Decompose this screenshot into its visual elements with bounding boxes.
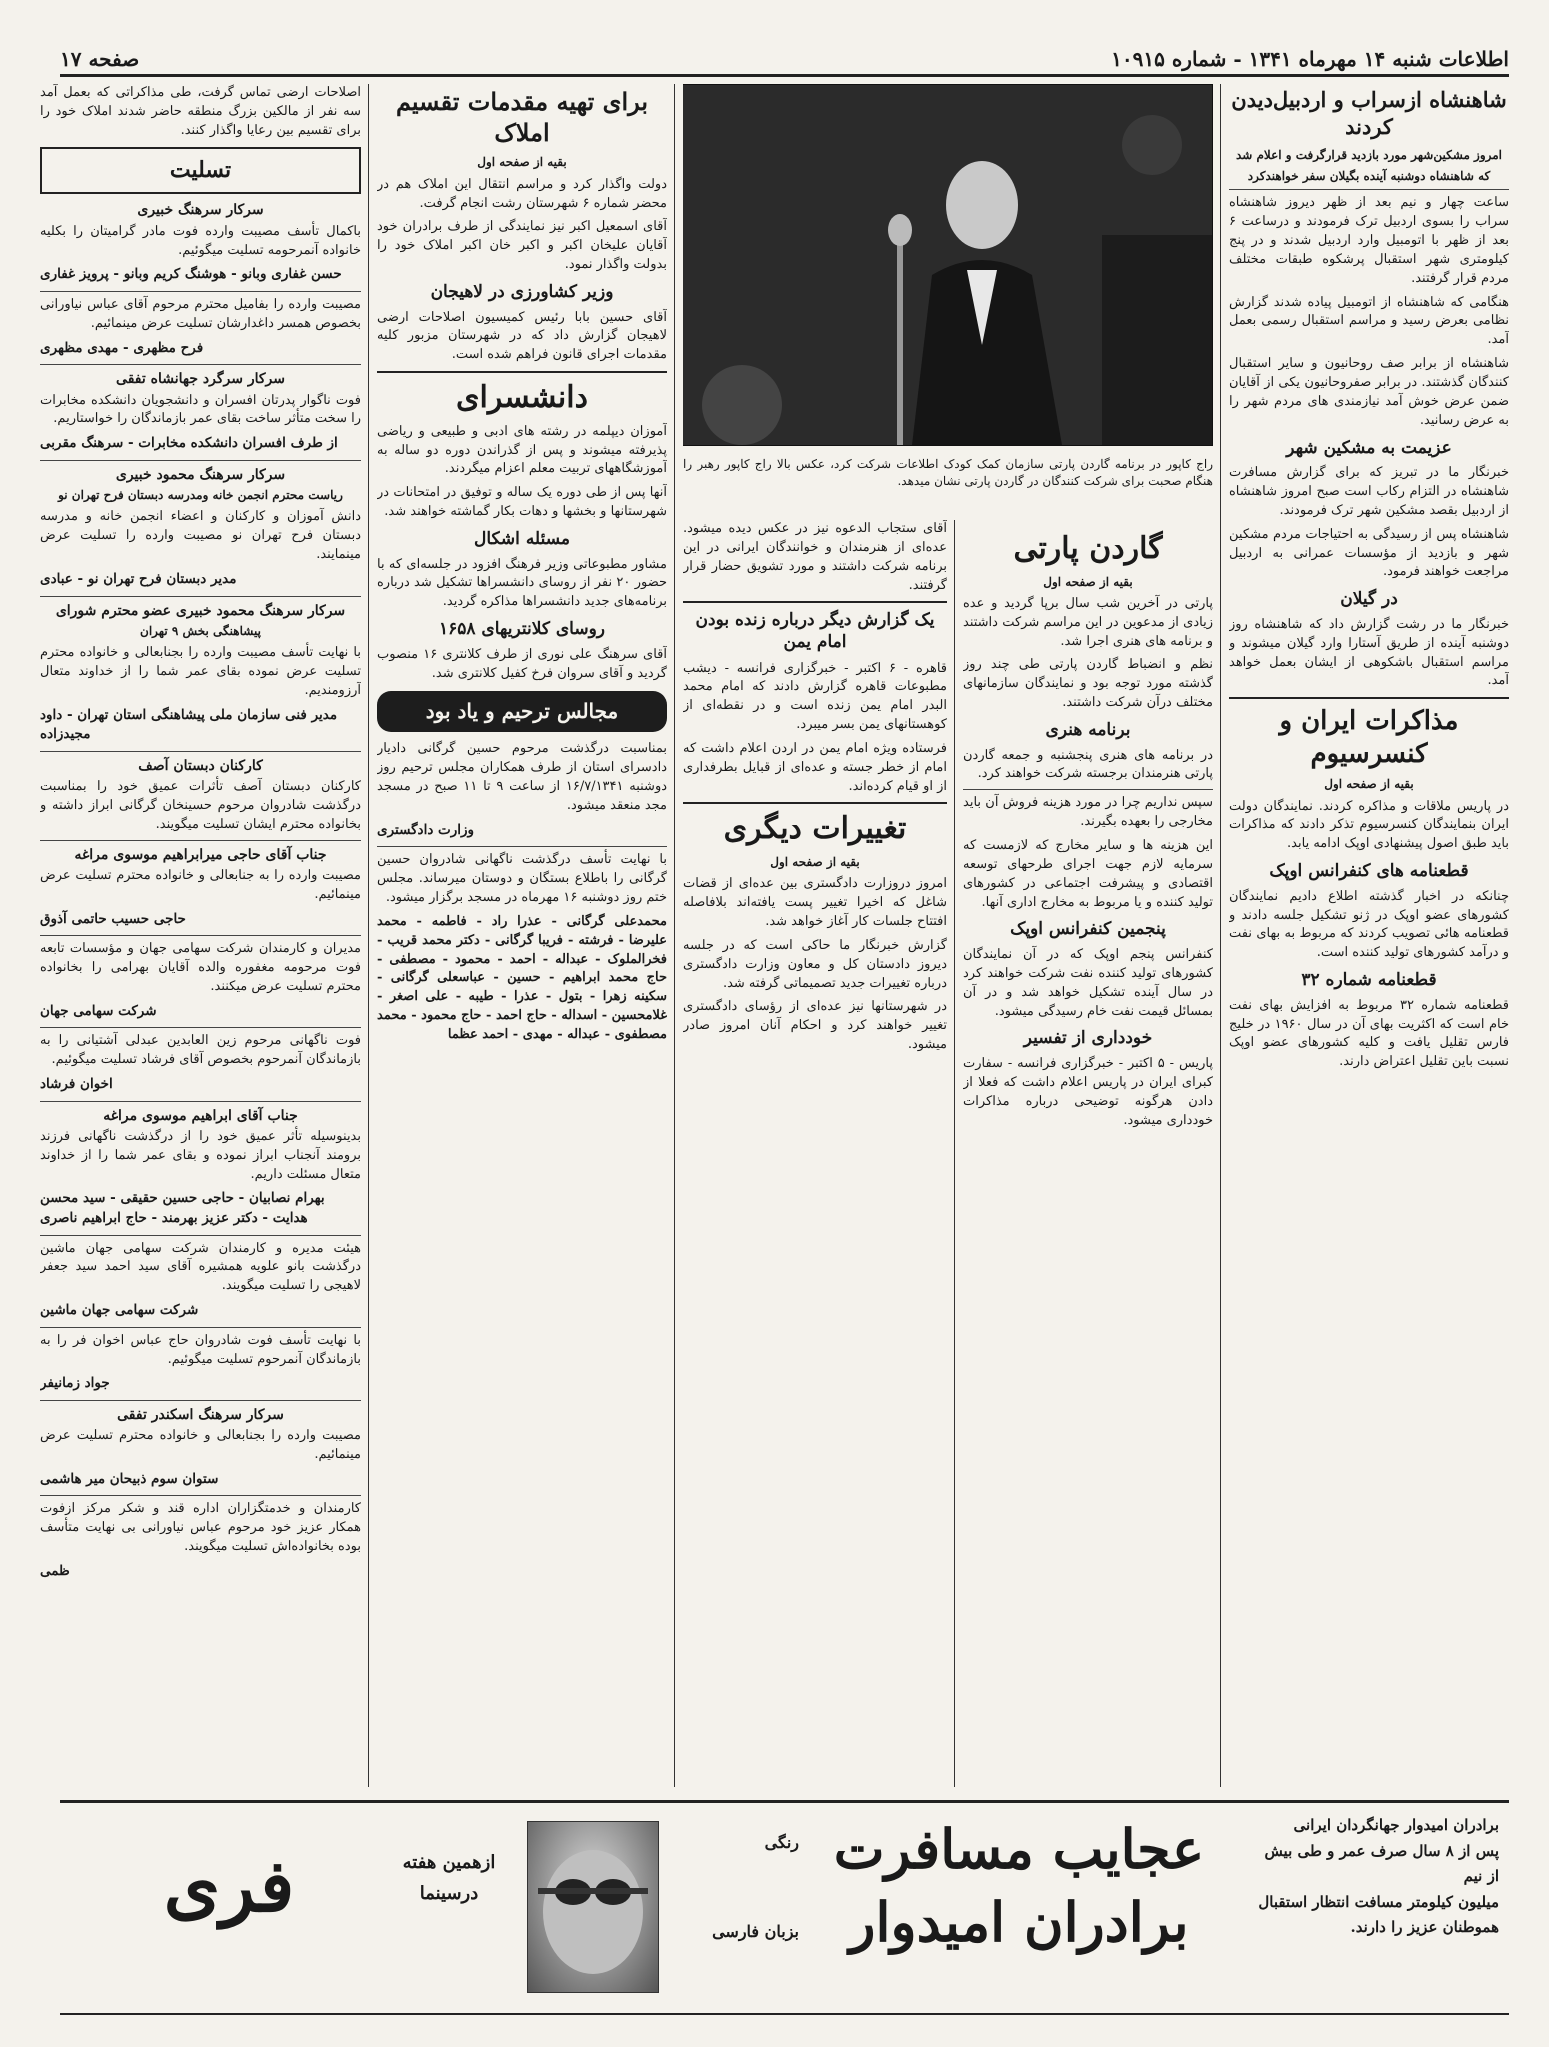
article-paragraph: قاهره - ۶ اکتبر - خبرگزاری فرانسه - دیشب مطبوعات قاهره گزارش دادند که امام محمد البدر امام یمن زنده است و در نقطه‌ای از کوهستانهای یمن بسر میبرد. [683, 660, 947, 733]
ad-line: پس از ۸ سال صرف عمر و طی بیش از نیم [1264, 1841, 1499, 1885]
section-heading: در گیلان [1340, 589, 1398, 610]
headline-yemen-imam: یک گزارش دیگر درباره زنده بودن امام یمن [695, 610, 935, 653]
ad-tagline [1249, 1813, 1499, 2003]
condolence-text: مصیبت وارده را بجنابعالی و خانواده محترم تسلیت عرض مینمائیم. [40, 1428, 361, 1463]
condolence-recipient: کارکنان دبستان آصف [138, 757, 263, 774]
article-paragraph: پارتی در آخرین شب سال برپا گردید و عده زیادی از مدعوین در این مراسم شرکت داشتند و برنامه های هنری اجرا شد. [963, 595, 1213, 649]
condolence-text: کارکنان دبستان آصف تأثرات عمیق خود را بمناسبت درگذشت شادروان مرحوم حسینخان گرگانی ابراز داشته و بخانواده محترم ایشان تسلیت میگویند. [40, 779, 361, 832]
article-paragraph: آنها پس از طی دوره یک ساله و توفیق در امتحانات در شهرستانها و بخشها و دهات بکار گماشته خواهند شد. [377, 485, 667, 520]
ad-title-block [809, 1813, 1229, 2003]
article-paragraph: قطعنامه شماره ۳۲ مربوط به افزایش بهای نفت خام است که اکثریت بهای آن در سال ۱۹۶۰ در خلیج فارس تقلیل یافت و کلیه کشورهای عضو اوپک نسبت باین تقلیل اعتراض دارند. [1229, 997, 1509, 1070]
condolence-signature: مدیر فنی سازمان ملی پیشاهنگی استان تهران - داود مجیدزاده [40, 706, 338, 743]
condolence-signature: بهرام نصابیان - حاجی حسین حقیقی - سید محسن هدایت - دکتر عزیز بهرمند - حاج ابراهیم ناصری [40, 1190, 325, 1226]
continued-note: بقیه از صفحه اول [1324, 777, 1414, 792]
section-heading: پنجمین کنفرانس اوپک [1010, 919, 1166, 940]
condolence-signature: جواد زمانیفر [40, 1375, 110, 1392]
headline-shah-visit: شاهنشاه ازسراب و اردبیل‌دیدن کردند [1231, 87, 1507, 140]
article-paragraph: آقای اسمعیل اکبر نیز نمایندگی از طرف برادران خود آقایان علیخان اکبر و اکبر خان اکبر املاک خود را بدولت واگذار نمود. [377, 219, 667, 273]
article-paragraph: کنفرانس پنجم اوپک که در آن نمایندگان کشورهای تولید کننده نفت شرکت خواهند کرد در سال آینده تشکیل خواهد شد و در آن بمسائل قیمت نفت خام رسیدگی میشود. [963, 946, 1213, 1019]
section-heading: خودداری از تفسیر [1023, 1028, 1153, 1049]
article-paragraph: اصلاحات ارضی تماس گرفت، طی مذاکراتی که بعمل آمد سه نفر از مالکین بزرگ منطقه حاضر شدند املاک خود را برای تقسیم بین رعایا واگذار کنند. [40, 85, 361, 138]
mourners-list: محمدعلی گرگانی - عذرا راد - فاطمه - محمد علیرضا - فرشته - فریبا گرگانی - دکتر محمد قریب - فخرالملوک - عبداله - احمد - محمود - مصطفی - حاج محمد ابراهیم - حسین - عباسعلی گرگانی - سکینه زهرا - بتول - عذرا - طیبه - علی اصغر - غلامحسین - اسداله - حاج احمد - حاج محمود - محمد مصطفوی - عبداله - مهدی - احمد عظما [377, 913, 667, 1042]
column-3-text [683, 520, 947, 1787]
article-paragraph: شاهنشاه پس از رسیدگی به احتیاجات مردم مشکین شهر و بازدید از مؤسسات عمرانی به اردبیل مراجعت خواهند فرمود. [1229, 526, 1509, 580]
condolence-text: هیئت مدیره و کارمندان شرکت سهامی جهان ماشین درگذشت بانو علویه همشیره آقای سید احمد سید جعفر لاهیجی را تسلیت میگویند. [40, 1240, 361, 1294]
condolence-signature: فرح مظهری - مهدی مظهری [40, 339, 204, 356]
ad-title: برادران امیدوار [849, 1889, 1189, 1954]
condolence-text: دانش آموزان و کارکنان و اعضاء انجمن خانه و مدرسه دبستان فرح تهران نو مصیبت وارده را تسلیت عرض مینمایند. [40, 509, 361, 563]
condolence-subtitle: ریاست محترم انجمن خانه ومدرسه دبستان فرح تهران نو [58, 488, 343, 503]
condolence-recipient: سرکار سرهنگ خبیری [137, 202, 264, 219]
column-5-condolences [40, 84, 361, 1787]
continued-note: بقیه از صفحه اول [1043, 574, 1133, 589]
condolence-recipient: جناب آقای ابراهیم موسوی مراغه [103, 1107, 298, 1124]
photo-illustration [683, 85, 1212, 445]
section-heading: مسئله اشکال [474, 528, 570, 549]
article-paragraph: پاریس - ۵ اکتبر - خبرگزاری فرانسه - سفارت کبرای ایران در پاریس اعلام داشت که فعلا از دادن هرگونه توضیحی درباره مذاکرات خودداری میشود. [963, 1056, 1213, 1128]
article-paragraph: در شهرستانها نیز عده‌ای از رؤسای دادگستری تغییر خواهند کرد و احکام آنان امروز صادر میشود. [683, 999, 947, 1053]
section-heading: برنامه هنری [1045, 719, 1131, 740]
condolence-signature: اخوان فرشاد [40, 1076, 113, 1093]
condolence-signature: حسن غفاری وبانو - هوشنگ کریم وبانو - پرویز غفاری [40, 266, 342, 283]
condolence-signature: ستوان سوم ذبیحان میر هاشمی [40, 1470, 219, 1487]
article-paragraph: در پاریس ملاقات و مذاکره کردند. نمایندگان دولت ایران بنمایندگان کنسرسیوم تذکر دادند که مذاکرات باید طبق اصول پیشنهادی اوپک ادامه یابد. [1229, 798, 1509, 852]
headline-other-changes: تغییرات دیگری [723, 811, 907, 847]
article-paragraph: مشاور مطبوعاتی وزیر فرهنگ افزود در جلسه‌ای که با حضور ۲۰ نفر از روسای دانشسراها تشکیل شد درباره برنامه‌های جدید دانشسراها مذاکره گردید. [377, 556, 667, 610]
goggles-icon [528, 1822, 658, 1992]
ad-cinema-label: درسینما [419, 1882, 479, 1904]
condolence-signature: حاجی حسیب حاتمی آذوق [40, 910, 186, 927]
photo-caption: راج کاپور در برنامه گاردن پارتی سازمان کمک کودک اطلاعات شرکت کرد، عکس بالا راج کاپور رهبر را هنگام صحبت برای شرکت کنندگان در گاردن پارتی نشان میدهد. [683, 457, 1213, 488]
article-paragraph: سپس نداریم چرا در مورد هزینه فروش آن باید مخارجی را بعهده بگیرند. [963, 795, 1213, 830]
ad-cinema-block [79, 1813, 379, 2003]
ad-line: میلیون کیلومتر مسافت انتظار استقبال [1258, 1892, 1499, 1911]
condolence-subtitle: پیشاهنگی بخش ۹ تهران [140, 623, 261, 638]
article-paragraph: خبرنگار ما در تبریز که برای گزارش مسافرت شاهنشاه در التزام رکاب است صبح امروز شاهنشاه از اردبیل بقصد مشکین شهر ترک فرمودند. [1229, 465, 1509, 518]
issue-info: اطلاعات شنبه ۱۴ مهرماه ۱۳۴۱ - شماره ۱۰۹۱۵ [1111, 47, 1509, 71]
ad-week: ازهمین هفته [402, 1852, 496, 1873]
condolence-text: مصیبت وارده را به جنابعالی و خانواده محترم تسلیت عرض مینمائیم. [40, 868, 361, 902]
condolence-recipient: سرکار سرگرد جهانشاه تفقی [116, 371, 285, 388]
condolence-text: باکمال تأسف مصیبت وارده فوت مادر گرامیتان را بکلیه خانواده آنمرحومه تسلیت میگوئیم. [40, 223, 361, 258]
continued-note: بقیه از صفحه اول [770, 854, 860, 869]
ad-showtime [389, 1813, 509, 2003]
article-paragraph: نظم و انضباط گاردن پارتی طی چند روز گذشته مورد توجه بود و نمایندگان سازمانهای مختلف درآن شرکت داشتند. [963, 657, 1213, 711]
masthead [60, 44, 1509, 77]
notice-signature: وزارت دادگستری [377, 821, 475, 838]
article-paragraph: دولت واگذار کرد و مراسم انتقال این املاک هم در محضر شماره ۶ شهرستان رشت انجام گرفت. [377, 176, 667, 211]
page-number: صفحه ۱۷ [60, 47, 140, 71]
condolence-recipient: سرکار سرهنگ اسکندر تفقی [117, 1406, 284, 1423]
ad-details [679, 1813, 799, 2003]
article-paragraph: آقای حسین بابا رئیس کمیسیون اصلاحات ارضی لاهیجان گزارش داد که در شهرستان مزبور کلیه مقدمات اجرای قانون فراهم شده است. [377, 309, 667, 363]
article-paragraph: ساعت چهار و نیم بعد از ظهر دیروز شاهنشاه سراب را بسوی اردبیل ترک فرمودند و درساعت ۶ بعد از ظهر با اتومبیل وارد اردبیل شدند و در پنج کیلومتری شهر استقبال پرشکوه طبقات مختلف مردم قرار گرفتند. [1229, 195, 1509, 286]
article-paragraph: گزارش خبرنگار ما حاکی است که در جلسه دیروز دادستان کل و معاون وزارت دادگستری درباره تغییرات جدید تصمیماتی گرفته شد. [683, 937, 947, 991]
article-paragraph: هنگامی که شاهنشاه از اتومبیل پیاده شدند گزارش نظامی بعرض رسید و مراسم استقبال رسمی بعمل آمد. [1229, 294, 1509, 348]
article-paragraph: امروز دروزارت دادگستری بین عده‌ای از قضات شاغل که اخیرا تغییر پست یافته‌اند بلافاصله افتتاح جلسات کار آغاز خواهد شد. [683, 876, 947, 930]
condolence-recipient: سرکار سرهنگ محمود خبیری [115, 466, 286, 483]
subhead: که شاهنشاه دوشنبه آینده بگیلان سفر خواهندکرد [1247, 168, 1491, 183]
section-heading: قطعنامه های کنفرانس اوپک [1269, 861, 1469, 882]
headline-garden-party: گاردن پارتی [1013, 531, 1163, 566]
condolence-recipient: سرکار سرهنگ محمود خبیری عضو محترم شورای [55, 602, 346, 619]
article-paragraph: فرستاده ویژه امام یمن در اردن اعلام داشت که امام از خطر جسته و عده‌ای از قبایل بطرفداری از او قیام کرده‌اند. [683, 740, 947, 794]
ad-title: عجایب مسافرت [833, 1817, 1205, 1881]
article-paragraph: چنانکه در اخبار گذشته اطلاع دادیم نمایندگان کشورهای عضو اوپک در ژنو تشکیل جلسه دادند و قطعنامه هائی تصویب کردند که مربوط به بهای نفت و درآمد کشورهای تولید کننده است. [1229, 888, 1509, 961]
section-heading: قطعنامه شماره ۳۲ [1301, 970, 1437, 991]
condolence-text: مدیران و کارمندان شرکت سهامی جهان و مؤسسات تابعه فوت مرحومه مغفوره والده آقایان بهرامی را بخانواده محترم تسلیت عرض میکنند. [40, 941, 361, 994]
section-heading: عزیمت به مشکین شهر [1286, 437, 1452, 458]
ad-language-note: بزبان فارسی [712, 1922, 799, 1941]
headline-land-division: برای تهیه مقدمات تقسیم املاک [395, 87, 649, 148]
condolence-text: با نهایت تأسف فوت شادروان حاج عباس اخوان فر را به بازماندگان آنمرحوم تسلیت میگوئیم. [40, 1332, 361, 1367]
article-paragraph: آقای سرهنگ علی نوری از طرف کلانتری ۱۶ منصوب گردید و آقای سروان فرخ کفیل کلانتری شد. [377, 646, 667, 681]
condolence-text: فوت ناگوار پدرتان افسران و دانشجویان دانشکده مخابرات را سخت متأثر ساخت بقای عمر بازماندگان را خواستاریم. [40, 392, 361, 427]
condolence-signature: شرکت سهامی جهان [40, 1002, 157, 1019]
article-paragraph: در برنامه های هنری پنجشنبه و جمعه گاردن پارتی هنرمندان برجسته شرکت خواهند کرد. [963, 747, 1213, 782]
condolence-signature: ظمی [40, 1562, 70, 1579]
article-paragraph: خبرنگار ما در رشت گزارش داد که شاهنشاه روز دوشنبه آینده از طریق آستارا وارد گیلان میشوند و مراسم استقبال باشکوهی از ایشان بعمل خواهد آمد. [1229, 616, 1509, 689]
memorial-notice: بمناسبت درگذشت مرحوم حسین گرگانی دادیار دادسرای استان از طرف همکاران مجلس ترحیم روز دوشنبه ۱۶/۷/۱۳۴۱ از ساعت ۹ تا ۱۱ صبح در مسجد مجد منعقد میشود. [377, 741, 667, 813]
condolence-signature: از طرف افسران دانشکده مخابرات - سرهنگ مقربی [40, 435, 338, 452]
memorial-notice: با نهایت تأسف درگذشت ناگهانی شادروان حسین گرگانی را باطلاع بستگان و دوستان میرساند. مجلس ختم روز دوشنبه ۱۶ مهرماه در مسجد برگزار میشود. [377, 852, 667, 905]
condolence-text: با نهایت تأسف مصیبت وارده را بجنابعالی و خانواده محترم تسلیت عرض نموده بقای عمر شما را از خداوند متعال آرزومندیم. [40, 645, 361, 698]
article-paragraph: شاهنشاه از برابر صف روحانیون و سایر استقبال کنندگان گذشتند. در برابر صفروحانیون یکی از آقایان ضمن عرض خوش آمد نیازمندی های مردم شهر را به عرض رسانید. [1229, 356, 1509, 428]
condolence-text: مصیبت وارده را بفامیل محترم مرحوم آقای عباس نیاورانی بخصوص همسر داغدارشان تسلیت عرض مینمائیم. [40, 296, 361, 331]
ad-photo-goggles [527, 1821, 659, 1993]
condolence-recipient: جناب آقای حاجی میرابراهیم موسوی مراغه [74, 846, 327, 863]
article-paragraph: آقای ستجاب الدعوه نیز در عکس دیده میشود. عده‌ای از هنرمندان و خوانندگان ایرانی در این برنامه شرکت داشتند و مورد تشویق حضار قرار گرفتند. [683, 521, 947, 593]
ad-line: برادران امیدوار جهانگردان ایرانی [1293, 1816, 1499, 1834]
column-1 [1229, 84, 1509, 1787]
section-heading: روسای کلانتریهای ۱۶۵۸ [438, 619, 606, 640]
subhead: امروز مشکین‌شهر مورد بازدید قرارگرفت و اعلام شد [1235, 147, 1503, 162]
ad-color-note: رنگی [764, 1833, 799, 1852]
condolence-signature: مدیر دبستان فرح تهران نو - عبادی [40, 570, 237, 587]
headline-iran-consortium: مذاکرات ایران و کنسرسیوم [1279, 706, 1459, 769]
condolence-text: کارمندان و خدمتگزاران اداره قند و شکر مرکز ازفوت همکار عزیز خود مرحوم عباس نیاورانی بی نهایت متأسف بوده بخانواده‌اش تسلیت میگویند. [40, 1501, 361, 1555]
headline-teachers-college: دانشسرای [456, 380, 588, 416]
cinema-name: فری [163, 1843, 295, 1928]
condolences-title: تسلیت [40, 147, 361, 195]
condolence-signature: شرکت سهامی جهان ماشین [40, 1302, 199, 1319]
photo-raj-kapoor [683, 84, 1213, 446]
ad-line: هموطنان عزیز را دارند. [1350, 1918, 1499, 1936]
memorial-banner: مجالس ترحیم و یاد بود [377, 691, 667, 732]
condolence-text: بدینوسیله تأثر عمیق خود را از درگذشت ناگهانی فرزند برومند آنجناب ابراز نموده و بقای عمر شما را از خداوند متعال مسئلت داریم. [40, 1128, 361, 1182]
continued-note: بقیه از صفحه اول [477, 155, 567, 170]
article-paragraph: این هزینه ها و سایر مخارج که لازمست که سرمایه لازم جهت اجرای طرحهای توسعه اقتصادی و پیشرفت اجتماعی در کشورهای تولید کننده و یا مربوط به مخارج اداری آنها. [963, 837, 1213, 910]
section-heading: وزیر کشاورزی در لاهیجان [430, 281, 614, 302]
movie-advertisement [60, 1800, 1509, 2015]
article-paragraph: آموزان دیپلمه در رشته های ادبی و طبیعی و ریاضی پذیرفته میشوند و پس از گذراندن دوره دو ساله به آموزشگاههای تربیت معلم اعزام میگردند. [377, 423, 667, 477]
column-4 [377, 84, 667, 1787]
condolence-text: فوت ناگهانی مرحوم زین العابدین عبدلی آشتیانی را به بازماندگان آنمرحوم بخصوص آقای فرشاد تسلیت میگوئیم. [40, 1033, 361, 1068]
